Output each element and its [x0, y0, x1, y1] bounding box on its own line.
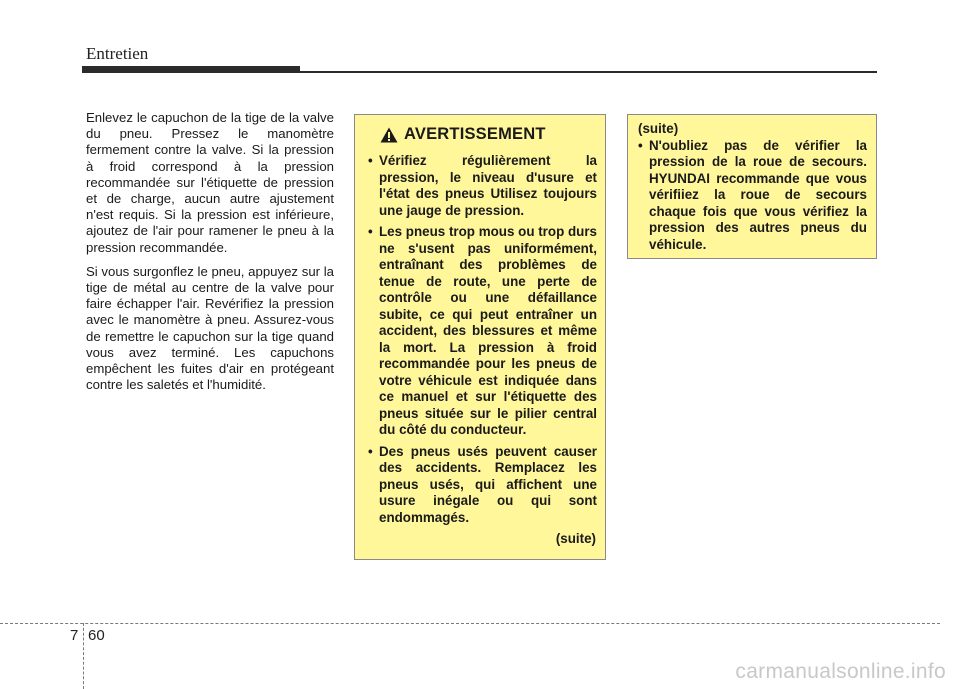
- warning-item: • Les pneus trop mous ou trop durs ne s'usent pas uniformément, entraînant des problèmes de tenue de route, une perte de contrôle ou une défaillance subite, ce qui peut entraîner un accident, des blessures et même la mort. La pression à froid recommandée pour les pneus de votre véhicule est indiquée dans ce manuel et sur l'étiquette des pneus située sur le pilier central du côté du conducteur.: [368, 224, 597, 439]
- watermark: carmanualsonline.info: [735, 660, 946, 683]
- warning-box-continued: [627, 114, 877, 259]
- warning-item: • N'oubliez pas de vérifier la pression de la roue de secours. HYUNDAI recommande que vous vérifiiez la roue de secours chaque fois que vous vérifiez la pression des autres pneus du véhicule.: [638, 138, 867, 254]
- page-number: 60: [88, 627, 105, 644]
- continued-label: (suite): [555, 531, 596, 546]
- continued-label: (suite): [638, 121, 679, 136]
- body-paragraph: Enlevez le capuchon de la tige de la valve du pneu. Pressez le manomètre fermement contre la valve. Si la pression à froid correspond à la pression recommandée sur l'étiquette de pression et de charge, aucun autre ajustement n'est requis. Si la pression est inférieure, ajoutez de l'air pour ramener le pneu à la pression recommandée.: [86, 110, 334, 255]
- warning-item: • Des pneus usés peuvent causer des accidents. Remplacez les pneus usés, qui affichent une usure inégale ou qui sont endommagés.: [368, 444, 597, 527]
- footer-vertical-divider: [83, 623, 84, 689]
- body-paragraph: Si vous surgonflez le pneu, appuyez sur la tige de métal au centre de la valve pour faire échapper l'air. Revérifiez la pression avec le manomètre à pneu. Assurez-vous de remettre le capuchon sur la tige quand vous avez terminé. Les capuchons empêchent les fuites d'air en protégeant contre les saletés et l'humidité.: [86, 263, 334, 393]
- warning-header: [380, 125, 597, 144]
- footer-divider: [0, 623, 940, 624]
- warning-triangle-icon: [380, 127, 398, 143]
- warning-item: • Vérifiez régulièrement la pression, le niveau d'usure et l'état des pneus Utilisez toujours une jauge de pression.: [368, 153, 597, 219]
- warning-list: [368, 153, 597, 526]
- body-text-column: [86, 110, 334, 401]
- header-rule-thin: [82, 71, 877, 73]
- chapter-number: 7: [70, 627, 79, 644]
- warning-box: [354, 114, 606, 560]
- warning-title: AVERTISSEMENT: [404, 125, 546, 143]
- warning-list: [638, 138, 867, 254]
- header-title: Entretien: [86, 44, 149, 63]
